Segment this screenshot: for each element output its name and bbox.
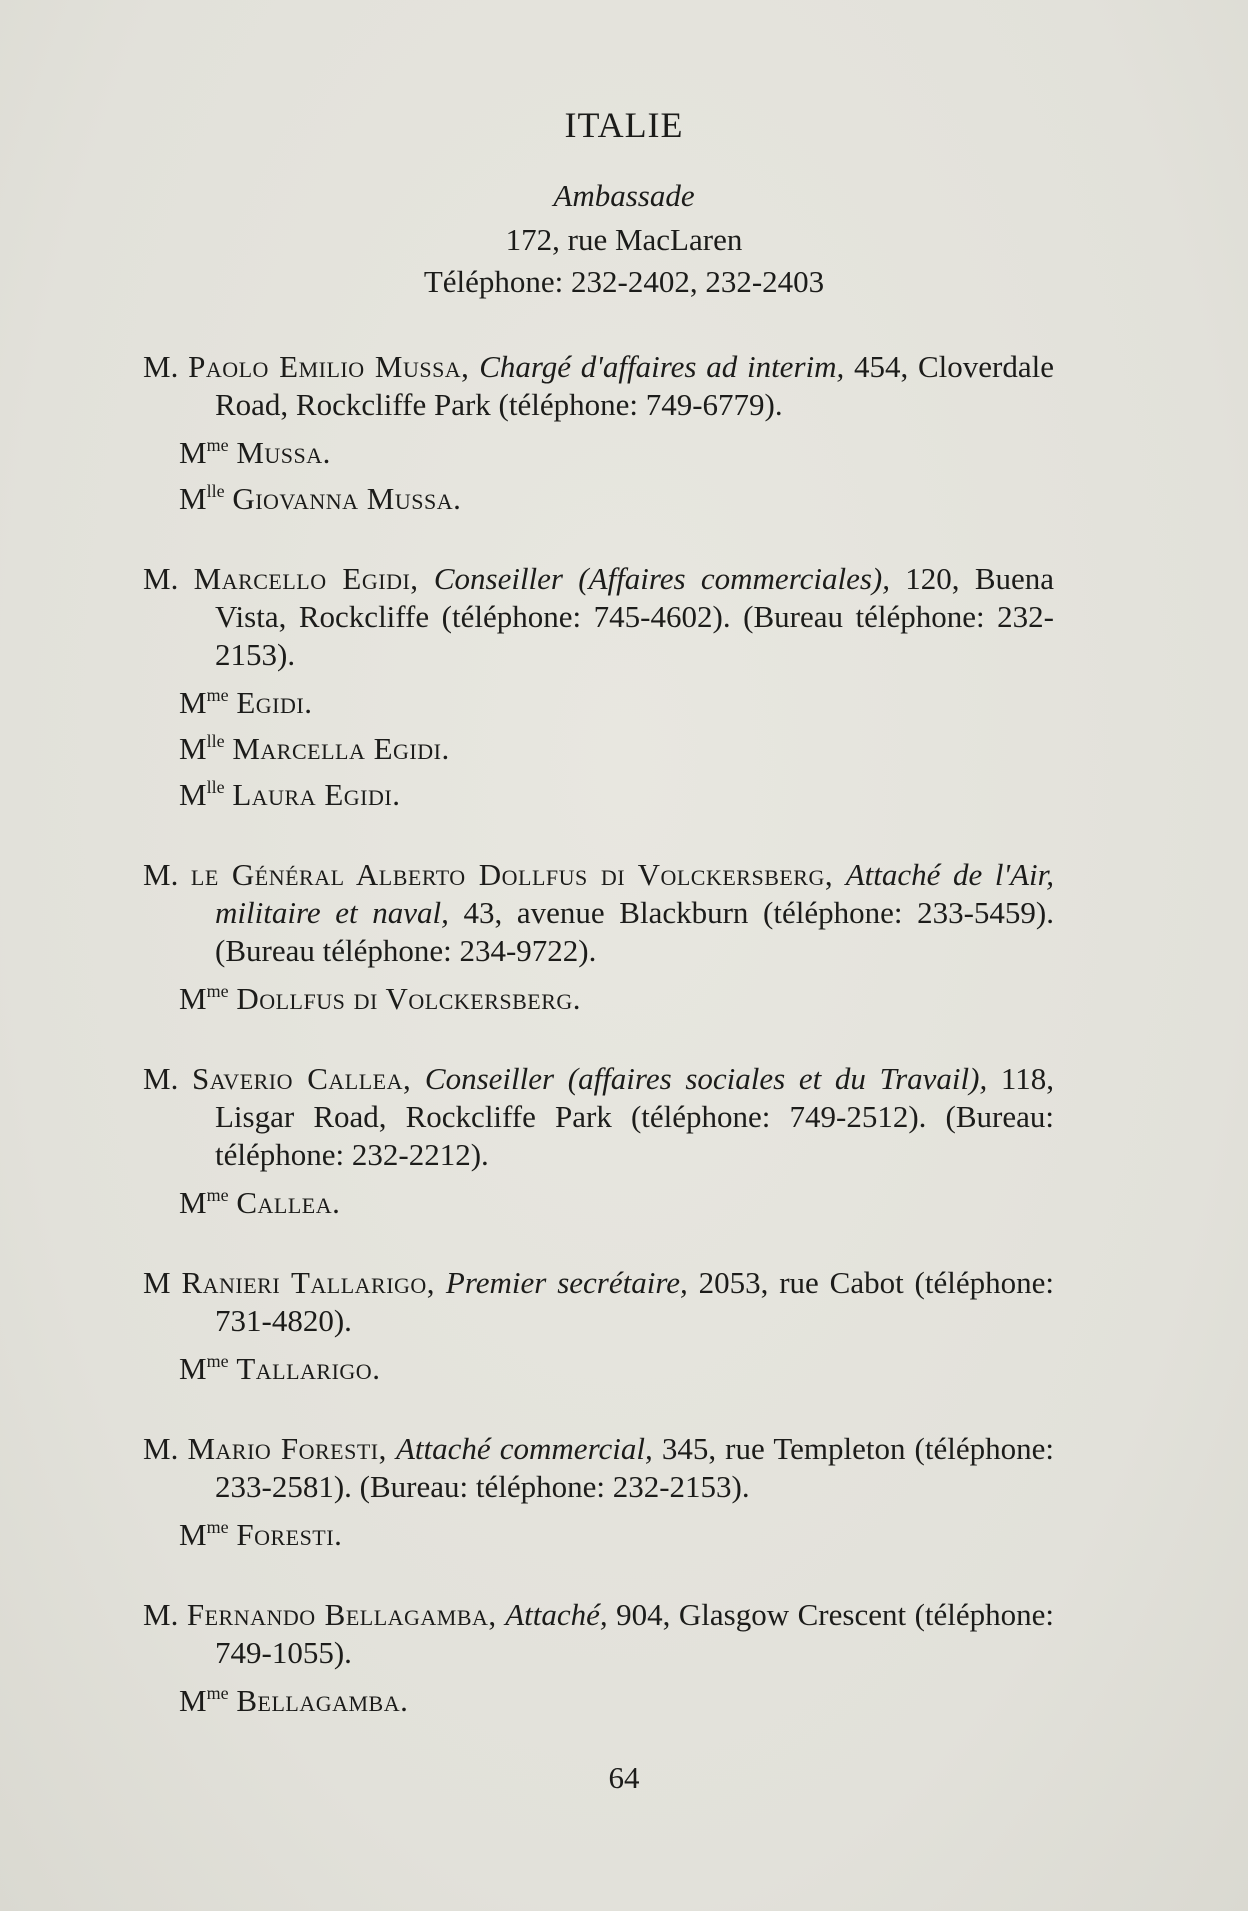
entry-main <box>143 1060 1054 1174</box>
embassy-address: 172, rue MacLaren <box>505 222 743 257</box>
family-member: $M^{me}$ Foresti. <box>179 1517 343 1552</box>
staff-entry <box>143 560 1054 814</box>
staff-list <box>143 348 1054 1720</box>
family-member: $M^{lle}$ Giovanna Mussa. <box>179 481 462 516</box>
entry-name: Marcello Egidi, <box>193 561 419 596</box>
entry-prefix: M. <box>143 1061 179 1096</box>
family-member: $M^{me}$ Callea. <box>179 1185 341 1220</box>
entry-prefix: M. <box>143 1431 179 1466</box>
entry-name: Saverio Callea, <box>192 1061 412 1096</box>
family-member: $M^{lle}$ Marcella Egidi. <box>179 731 450 766</box>
entry-details: 345, rue Templeton (téléphone: 233-2581). (Bureau: téléphone: 232-2153). <box>215 1431 1054 1504</box>
family-member: $M^{me}$ Dollfus di Volckersberg. <box>179 981 582 1016</box>
entry-prefix: M. <box>143 1597 179 1632</box>
entry-title: Attaché, <box>505 1597 608 1632</box>
staff-entry <box>143 1060 1054 1222</box>
country-heading: ITALIE <box>564 105 684 145</box>
entry-prefix: M <box>143 1265 171 1300</box>
staff-entry <box>143 1430 1054 1554</box>
embassy-phone: Téléphone: 232-2402, 232-2403 <box>423 264 825 299</box>
entry-name: Mario Foresti, <box>187 1431 387 1466</box>
mission-type: Ambassade <box>553 178 695 213</box>
entry-details: 2053, rue Cabot (téléphone: 731-4820). <box>215 1265 1055 1338</box>
entry-main <box>143 1430 1054 1506</box>
entry-prefix: M. <box>143 561 179 596</box>
family-member: $M^{lle}$ Laura Egidi. <box>179 777 401 812</box>
entry-details: 454, Cloverdale Road, Rockcliffe Park (téléphone: 749-6779). <box>215 349 1055 422</box>
family-member: $M^{me}$ Tallarigo. <box>179 1351 381 1386</box>
family-member: $M^{me}$ Bellagamba. <box>179 1683 409 1718</box>
entry-title: Chargé d'affaires ad interim, <box>479 349 845 384</box>
staff-entry <box>143 1264 1054 1388</box>
entry-title: Attaché commercial, <box>395 1431 653 1466</box>
entry-prefix: M. <box>143 349 179 384</box>
staff-entry <box>143 856 1054 1018</box>
staff-entry <box>143 1596 1054 1720</box>
entry-main <box>143 1596 1054 1672</box>
staff-entry <box>143 348 1054 518</box>
page-number: 64 <box>608 1760 640 1795</box>
entry-name: le Général Alberto Dollfus di Volckersberg, <box>190 857 834 892</box>
entry-main <box>143 560 1054 674</box>
entry-details: 904, Glasgow Crescent (téléphone: 749-1055). <box>215 1597 1055 1670</box>
entry-details: 118, Lisgar Road, Rockcliffe Park (téléphone: 749-2512). (Bureau: téléphone: 232-2212). <box>215 1061 1055 1172</box>
entry-details: 43, avenue Blackburn (téléphone: 233-5459). (Bureau téléphone: 234-9722). <box>215 895 1054 968</box>
family-member: $M^{me}$ Egidi. <box>179 685 313 720</box>
entry-details: 120, Buena Vista, Rockcliffe (téléphone: 745-4602). (Bureau téléphone: 232-2153). <box>215 561 1055 672</box>
entry-main <box>143 1264 1054 1340</box>
entry-main <box>143 348 1054 424</box>
entry-title: Conseiller (Affaires commerciales), <box>433 561 890 596</box>
entry-prefix: M. <box>143 857 179 892</box>
entry-name: Paolo Emilio Mussa, <box>188 349 470 384</box>
entry-title: Premier secrétaire, <box>445 1265 688 1300</box>
entry-name: Fernando Bellagamba, <box>186 1597 497 1632</box>
family-member: $M^{me}$ Mussa. <box>179 435 331 470</box>
entry-main <box>143 856 1054 970</box>
entry-name: Ranieri Tallarigo, <box>181 1265 436 1300</box>
entry-title: Conseiller (affaires sociales et du Travail), <box>424 1061 988 1096</box>
entry-title: Attaché de l'Air, militaire et naval, <box>215 857 1055 930</box>
